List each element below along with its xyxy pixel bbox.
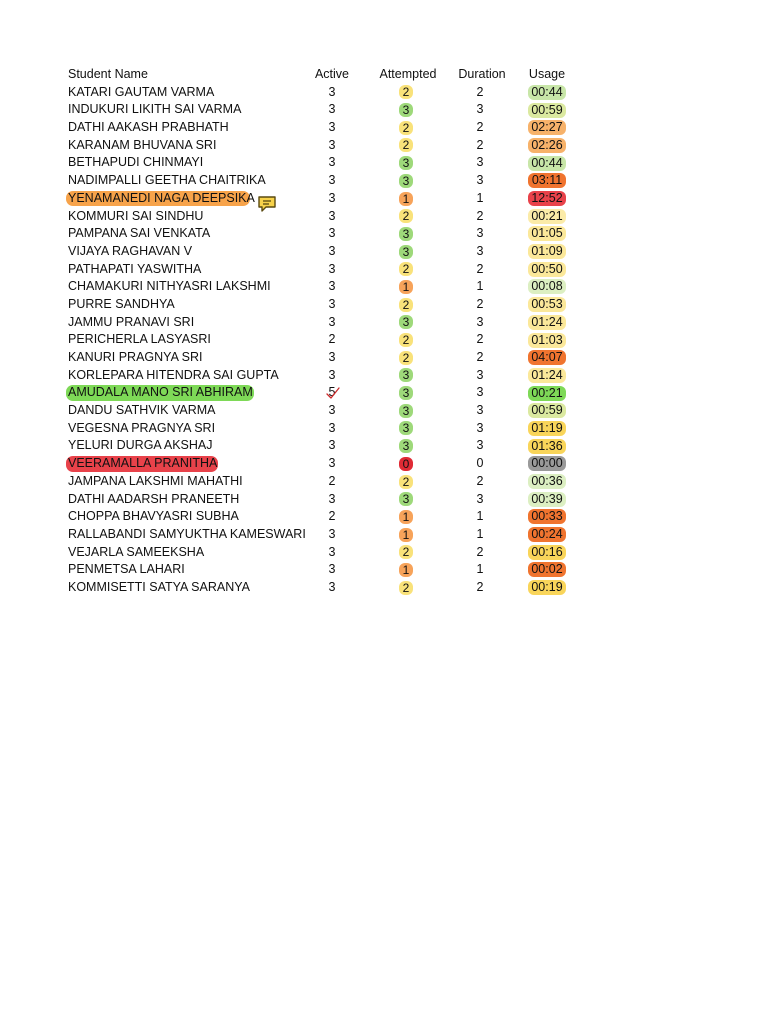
attempted-cell[interactable] [386, 367, 426, 385]
usage-badge: 02:26 [528, 138, 566, 153]
attempted-badge: 3 [399, 492, 413, 506]
student-name-text: VIJAYA RAGHAVAN V [68, 243, 193, 258]
table-row [0, 101, 768, 119]
duration-cell[interactable]: 2 [476, 261, 484, 276]
duration-cell[interactable]: 2 [476, 544, 484, 559]
usage-cell[interactable] [527, 402, 567, 420]
student-name-cell[interactable] [68, 172, 266, 190]
usage-badge: 00:50 [528, 262, 566, 277]
header-usage[interactable]: Usage [528, 67, 566, 81]
usage-cell[interactable] [527, 473, 567, 491]
table-row [0, 402, 768, 420]
duration-cell[interactable]: 3 [476, 155, 484, 170]
usage-cell[interactable] [527, 225, 567, 243]
table-row [0, 278, 768, 296]
active-cell[interactable]: 3 [328, 226, 336, 241]
attempted-badge: 1 [399, 280, 413, 294]
table-row [0, 579, 768, 597]
attempted-cell[interactable] [386, 296, 426, 314]
attempted-cell[interactable] [386, 190, 426, 208]
student-name-text: BETHAPUDI CHINMAYI [68, 155, 204, 170]
table-row [0, 154, 768, 172]
attempted-badge: 2 [399, 209, 413, 223]
table-row [0, 225, 768, 243]
usage-cell[interactable] [527, 384, 567, 402]
attempted-cell[interactable] [386, 526, 426, 544]
active-cell[interactable]: 5 [328, 385, 336, 400]
table-row [0, 420, 768, 438]
duration-cell[interactable]: 3 [476, 403, 484, 418]
usage-badge: 00:44 [528, 156, 566, 171]
usage-badge: 01:24 [528, 368, 566, 383]
student-name-text: KOMMISETTI SATYA SARANYA [68, 579, 250, 594]
student-name-cell[interactable] [68, 225, 210, 243]
duration-cell[interactable]: 2 [476, 350, 484, 364]
usage-cell[interactable] [527, 190, 567, 208]
student-name-cell[interactable] [68, 561, 185, 579]
table-row [0, 561, 768, 579]
table-row [0, 172, 768, 190]
student-name-cell[interactable] [68, 296, 175, 314]
attempted-cell[interactable] [386, 420, 426, 438]
attempted-cell[interactable] [386, 384, 426, 402]
student-name-text: DATHI AAKASH PRABHATH [68, 120, 229, 135]
table-row [0, 526, 768, 544]
student-name-cell[interactable] [68, 137, 216, 155]
student-name-text: AMUDALA MANO SRI ABHIRAM [68, 385, 253, 400]
student-name-cell[interactable] [68, 331, 211, 349]
attempted-cell[interactable] [386, 437, 426, 455]
active-cell[interactable]: 3 [328, 456, 336, 471]
active-cell[interactable]: 3 [328, 190, 336, 205]
usage-badge: 04:07 [528, 350, 566, 365]
student-name-cell[interactable] [68, 154, 203, 172]
usage-cell[interactable] [527, 154, 567, 172]
usage-cell[interactable] [527, 367, 567, 385]
active-cell[interactable]: 2 [328, 509, 336, 524]
usage-cell[interactable] [527, 137, 567, 155]
attempted-badge: 3 [399, 103, 413, 117]
student-name-text: VEJARLA SAMEEKSHA [68, 544, 205, 559]
attempted-badge: 1 [399, 192, 413, 206]
student-name-cell[interactable] [68, 508, 239, 526]
duration-cell[interactable]: 2 [476, 332, 484, 347]
attempted-cell[interactable] [386, 349, 426, 367]
student-name-cell[interactable] [68, 119, 229, 137]
usage-cell[interactable] [527, 561, 567, 579]
active-cell[interactable]: 3 [328, 367, 336, 382]
active-cell[interactable]: 3 [328, 579, 336, 594]
table-row [0, 137, 768, 155]
attempted-cell[interactable] [386, 491, 426, 509]
student-name-text: KATARI GAUTAM VARMA [68, 84, 215, 99]
active-cell[interactable]: 3 [328, 173, 336, 188]
usage-badge: 00:53 [528, 297, 566, 312]
active-cell[interactable]: 2 [328, 332, 336, 347]
usage-cell[interactable] [527, 172, 567, 190]
attempted-cell[interactable] [386, 455, 426, 473]
student-name-text: DANDU SATHVIK VARMA [68, 403, 216, 418]
table-row [0, 491, 768, 509]
active-cell[interactable]: 3 [328, 420, 336, 435]
student-name-cell[interactable] [68, 349, 203, 367]
usage-badge: 00:00 [528, 456, 566, 471]
student-name-text: VEGESNA PRAGNYA SRI [68, 420, 216, 435]
attempted-badge: 1 [399, 510, 413, 524]
attempted-cell[interactable] [386, 314, 426, 332]
usage-cell[interactable] [527, 526, 567, 544]
active-cell[interactable]: 3 [328, 155, 336, 170]
duration-cell[interactable]: 1 [476, 190, 484, 205]
duration-cell[interactable]: 1 [476, 509, 484, 524]
table-row [0, 84, 768, 102]
attempted-cell[interactable] [386, 473, 426, 491]
student-name-text: JAMMU PRANAVI SRI [68, 314, 195, 329]
attempted-cell[interactable] [386, 172, 426, 190]
student-name-text: PURRE SANDHYA [68, 296, 175, 311]
usage-badge: 00:16 [528, 545, 566, 560]
usage-cell[interactable] [527, 101, 567, 119]
attempted-badge: 2 [399, 351, 413, 365]
attempted-cell[interactable] [386, 561, 426, 579]
table-row [0, 367, 768, 385]
header-student-name[interactable]: Student Name [68, 67, 148, 81]
attempted-cell[interactable] [386, 508, 426, 526]
student-name-cell[interactable] [68, 84, 214, 102]
student-name-cell[interactable] [68, 190, 255, 208]
usage-cell[interactable] [527, 314, 567, 332]
attempted-cell[interactable] [386, 119, 426, 137]
active-cell[interactable]: 3 [328, 314, 336, 329]
attempted-cell[interactable] [386, 261, 426, 279]
attempted-badge: 2 [399, 581, 413, 595]
student-name-text: VEERAMALLA PRANITHA [68, 456, 218, 471]
table-row [0, 208, 768, 226]
active-cell[interactable]: 3 [328, 526, 336, 541]
attempted-cell[interactable] [386, 84, 426, 102]
usage-cell[interactable] [527, 455, 567, 473]
table-row [0, 508, 768, 526]
usage-badge: 00:33 [528, 509, 566, 524]
usage-cell[interactable] [527, 296, 567, 314]
usage-badge: 00:36 [528, 474, 566, 489]
usage-badge: 01:05 [528, 226, 566, 241]
table-row [0, 384, 768, 402]
attempted-badge: 3 [399, 404, 413, 418]
student-name-text: PENMETSA LAHARI [68, 562, 185, 577]
active-cell[interactable]: 3 [328, 208, 336, 223]
comment-icon[interactable] [257, 194, 277, 214]
table-row [0, 437, 768, 455]
attempted-badge: 3 [399, 368, 413, 382]
header-duration[interactable]: Duration [458, 67, 506, 81]
usage-badge: 12:52 [528, 191, 566, 206]
attempted-badge: 2 [399, 333, 413, 347]
attempted-badge: 3 [399, 156, 413, 170]
duration-cell[interactable]: 2 [476, 208, 484, 223]
student-rows [0, 84, 768, 597]
usage-badge: 00:02 [528, 562, 566, 577]
attempted-cell[interactable] [386, 278, 426, 296]
student-name-cell[interactable] [68, 526, 306, 544]
attempted-badge: 2 [399, 121, 413, 135]
usage-badge: 00:44 [528, 85, 566, 100]
attempted-cell[interactable] [386, 225, 426, 243]
attempted-cell[interactable] [386, 101, 426, 119]
usage-badge: 00:59 [528, 103, 566, 118]
attempted-badge: 3 [399, 386, 413, 400]
student-name-text: CHAMAKURI NITHYASRI LAKSHMI [68, 279, 271, 294]
attempted-badge: 3 [399, 245, 413, 259]
active-cell[interactable]: 3 [328, 120, 336, 135]
attempted-badge: 3 [399, 227, 413, 241]
usage-badge: 02:27 [528, 120, 566, 135]
attempted-cell[interactable] [386, 137, 426, 155]
attempted-badge: 2 [399, 475, 413, 489]
table-row [0, 190, 768, 208]
active-cell[interactable]: 3 [328, 403, 336, 418]
duration-cell[interactable]: 3 [476, 226, 484, 241]
attempted-cell[interactable] [386, 402, 426, 420]
header-attempted[interactable]: Attempted [379, 67, 437, 81]
usage-badge: 00:19 [528, 580, 566, 595]
usage-cell[interactable] [527, 420, 567, 438]
active-cell[interactable]: 3 [328, 84, 336, 99]
usage-cell[interactable] [527, 261, 567, 279]
header-row [0, 66, 768, 84]
attempted-badge: 3 [399, 315, 413, 329]
active-cell[interactable]: 3 [328, 562, 336, 577]
usage-badge: 01:19 [528, 421, 566, 436]
duration-cell[interactable]: 3 [476, 385, 484, 400]
active-cell[interactable]: 3 [328, 243, 336, 258]
usage-badge: 01:09 [528, 244, 566, 259]
attempted-badge: 1 [399, 528, 413, 542]
student-name-text: DATHI AADARSH PRANEETH [68, 491, 240, 506]
student-name-text: INDUKURI LIKITH SAI VARMA [68, 102, 242, 117]
duration-cell[interactable]: 1 [476, 562, 484, 577]
header-active[interactable]: Active [314, 67, 350, 81]
attempted-cell[interactable] [386, 208, 426, 226]
student-name-cell[interactable] [68, 261, 201, 279]
usage-badge: 03:11 [528, 173, 566, 188]
attempted-cell[interactable] [386, 544, 426, 562]
active-cell[interactable]: 2 [328, 473, 336, 488]
student-name-text: CHOPPA BHAVYASRI SUBHA [68, 509, 239, 524]
student-name-cell[interactable] [68, 491, 239, 509]
table-row [0, 243, 768, 261]
duration-cell[interactable]: 1 [476, 526, 484, 541]
duration-cell[interactable]: 3 [476, 314, 484, 329]
active-cell[interactable]: 3 [328, 261, 336, 276]
usage-cell[interactable] [527, 278, 567, 296]
student-name-text: KOMMURI SAI SINDHU [68, 208, 204, 223]
usage-cell[interactable] [527, 508, 567, 526]
usage-cell[interactable] [527, 208, 567, 226]
duration-cell[interactable]: 2 [476, 120, 484, 135]
student-name-text: KANURI PRAGNYA SRI [68, 350, 203, 364]
duration-cell[interactable]: 1 [476, 279, 484, 294]
usage-badge: 01:36 [528, 439, 566, 454]
student-name-text: RALLABANDI SAMYUKTHA KAMESWARI [68, 526, 306, 541]
active-cell[interactable]: 3 [328, 296, 336, 311]
attempted-badge: 2 [399, 545, 413, 559]
table-row [0, 544, 768, 562]
student-name-cell[interactable] [68, 579, 250, 597]
usage-badge: 00:24 [528, 527, 566, 542]
usage-badge: 00:08 [528, 279, 566, 294]
usage-badge: 01:24 [528, 315, 566, 330]
duration-cell[interactable]: 3 [476, 173, 484, 188]
usage-cell[interactable] [527, 579, 567, 597]
usage-badge: 00:59 [528, 403, 566, 418]
duration-cell[interactable]: 2 [476, 473, 484, 488]
usage-badge: 00:39 [528, 492, 566, 507]
student-name-cell[interactable] [68, 384, 253, 402]
usage-cell[interactable] [527, 491, 567, 509]
active-cell[interactable]: 3 [328, 544, 336, 559]
student-usage-sheet [0, 66, 768, 597]
attempted-badge: 3 [399, 421, 413, 435]
attempted-badge: 0 [399, 457, 413, 471]
duration-cell[interactable]: 3 [476, 420, 484, 435]
student-name-cell[interactable] [68, 544, 204, 562]
attempted-cell[interactable] [386, 331, 426, 349]
student-name-text: PAMPANA SAI VENKATA [68, 226, 211, 241]
usage-cell[interactable] [527, 544, 567, 562]
attempted-badge: 2 [399, 138, 413, 152]
duration-cell[interactable]: 3 [476, 367, 484, 382]
student-name-text: YENAMANEDI NAGA DEEPSIKA [68, 190, 255, 205]
student-name-cell[interactable] [68, 455, 217, 473]
duration-cell[interactable]: 2 [476, 137, 484, 152]
table-row [0, 261, 768, 279]
attempted-badge: 2 [399, 85, 413, 99]
usage-badge: 01:03 [528, 333, 566, 348]
table-row [0, 119, 768, 137]
active-cell[interactable]: 3 [328, 137, 336, 152]
duration-cell[interactable]: 0 [476, 456, 484, 471]
active-cell[interactable]: 3 [328, 438, 336, 453]
student-name-cell[interactable] [68, 402, 215, 420]
duration-cell[interactable]: 2 [476, 579, 484, 594]
attempted-badge: 3 [399, 439, 413, 453]
student-name-text: NADIMPALLI GEETHA CHAITRIKA [68, 173, 266, 188]
student-name-text: PERICHERLA LASYASRI [68, 332, 211, 347]
duration-cell[interactable]: 3 [476, 491, 484, 506]
student-name-cell[interactable] [68, 314, 194, 332]
table-row [0, 314, 768, 332]
student-name-cell[interactable] [68, 101, 241, 119]
duration-cell[interactable]: 3 [476, 102, 484, 117]
student-name-cell[interactable] [68, 420, 215, 438]
active-cell[interactable]: 3 [328, 102, 336, 117]
active-cell[interactable]: 3 [328, 279, 336, 294]
table-row [0, 296, 768, 314]
usage-cell[interactable] [527, 331, 567, 349]
table-row [0, 331, 768, 349]
attempted-badge: 3 [399, 174, 413, 188]
student-name-cell[interactable] [68, 208, 203, 226]
student-name-cell[interactable] [68, 367, 279, 385]
usage-cell[interactable] [527, 84, 567, 102]
table-row [0, 349, 768, 367]
attempted-cell[interactable] [386, 243, 426, 261]
attempted-badge: 2 [399, 298, 413, 312]
student-name-text: PATHAPATI YASWITHA [68, 261, 202, 276]
student-name-cell[interactable] [68, 278, 271, 296]
attempted-badge: 1 [399, 563, 413, 577]
usage-cell[interactable] [527, 119, 567, 137]
student-name-text: KARANAM BHUVANA SRI [68, 137, 217, 152]
attempted-cell[interactable] [386, 579, 426, 597]
usage-cell[interactable] [527, 437, 567, 455]
student-name-text: JAMPANA LAKSHMI MAHATHI [68, 473, 243, 488]
student-name-text: KORLEPARA HITENDRA SAI GUPTA [68, 367, 279, 382]
table-row [0, 455, 768, 473]
duration-cell[interactable]: 2 [476, 84, 484, 99]
usage-badge: 00:21 [528, 209, 566, 224]
student-name-cell[interactable] [68, 473, 243, 491]
student-name-cell[interactable] [68, 437, 213, 455]
check-mark-icon [326, 387, 340, 399]
duration-cell[interactable]: 3 [476, 438, 484, 453]
duration-cell[interactable]: 3 [476, 243, 484, 258]
attempted-badge: 2 [399, 262, 413, 276]
student-name-cell[interactable] [68, 243, 192, 261]
duration-cell[interactable]: 2 [476, 296, 484, 311]
student-name-text: YELURI DURGA AKSHAJ [68, 438, 213, 453]
active-cell[interactable]: 3 [328, 491, 336, 506]
table-row [0, 473, 768, 491]
attempted-cell[interactable] [386, 154, 426, 172]
usage-badge: 00:21 [528, 386, 566, 401]
usage-cell[interactable] [527, 349, 567, 367]
usage-cell[interactable] [527, 243, 567, 261]
active-cell[interactable]: 3 [328, 350, 336, 364]
